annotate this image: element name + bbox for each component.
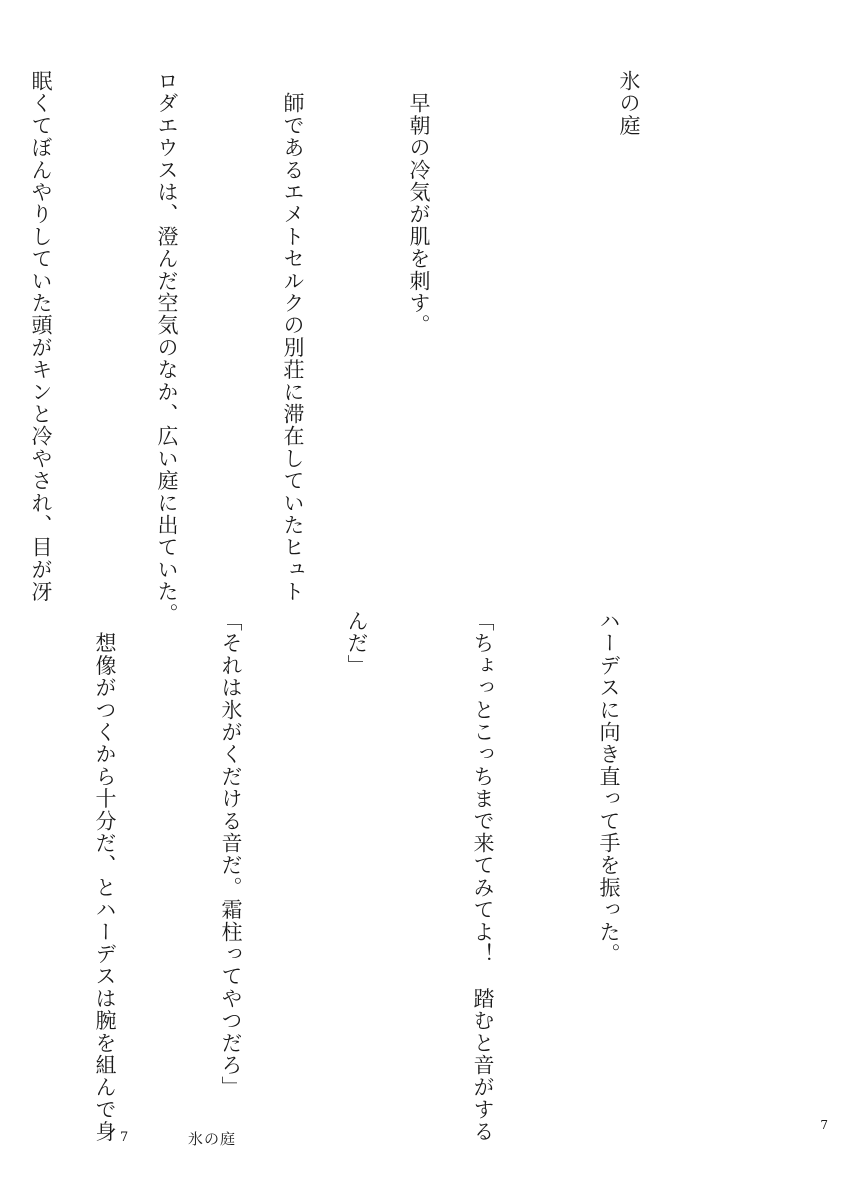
text-line: んだ」 <box>345 610 369 677</box>
text-line: 眠くてぼんやりしていた頭がキンと冷やされ、目が冴 <box>29 70 53 603</box>
text-line: ハーデスに向き直って手を振った。 <box>597 610 621 966</box>
text-line: 師であるエメトセルクの別荘に滞在していたヒュト <box>281 70 305 603</box>
text-line: 「ちょっとこっちまで来てみてよ！ 踏むと音がする <box>471 610 495 1143</box>
footer-page-number-left: 7 <box>120 1130 129 1145</box>
footer-title: 氷の庭 <box>188 1130 237 1148</box>
text-line: 早朝の冷気が肌を刺す。 <box>407 70 431 337</box>
chapter-title: 氷の庭 <box>617 70 641 137</box>
upper-text-block <box>0 70 734 625</box>
footer-page-number-right: 7 <box>820 1118 828 1132</box>
text-line: 「それは氷がくだける音だ。霜柱ってやつだろ」 <box>219 610 243 1099</box>
text-line: 想像がつくから十分だ、とハーデスは腕を組んで身 <box>93 610 117 1143</box>
text-line: ロダエウスは、澄んだ空気のなか、広い庭に出ていた。 <box>155 70 179 625</box>
